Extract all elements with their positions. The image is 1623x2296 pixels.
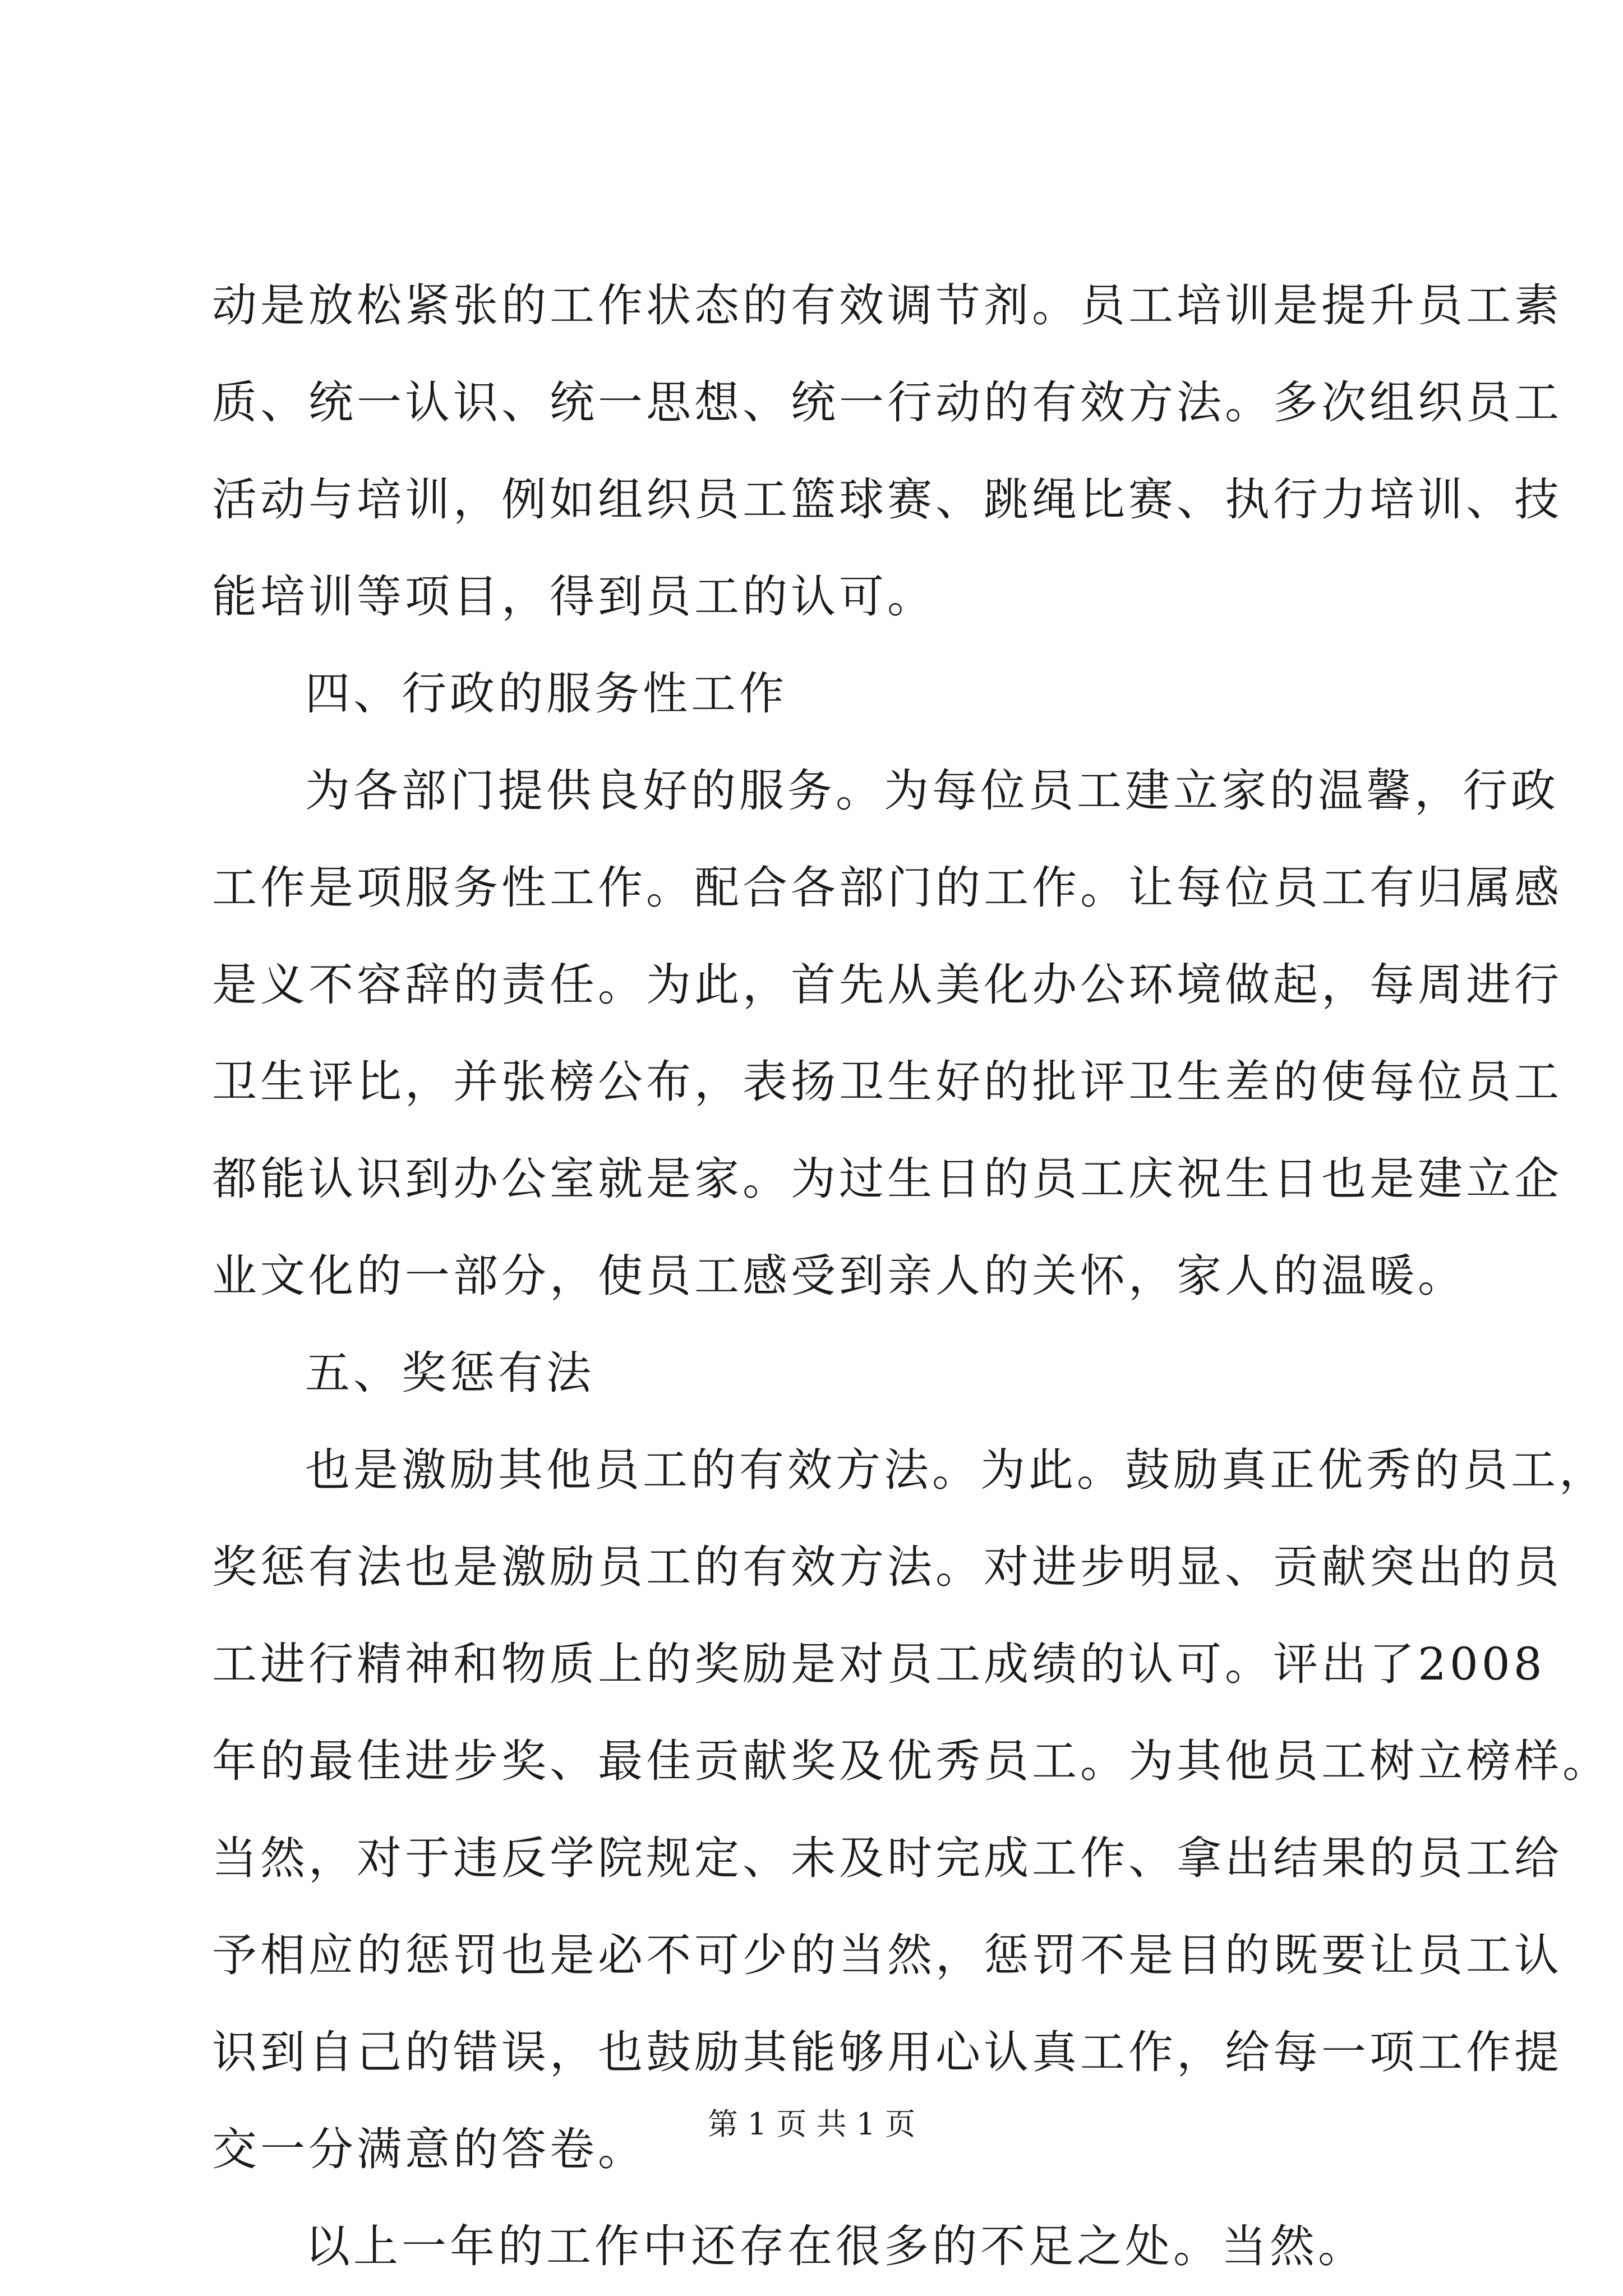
paragraph-line: 予相应的惩罚也是必不可少的当然，惩罚不是目的既要让员工认 [212, 1929, 1562, 1981]
paragraph-line: 动是放松紧张的工作状态的有效调节剂。员工培训是提升员工素 [212, 279, 1562, 332]
paragraph-line: 工作是项服务性工作。配合各部门的工作。让每位员工有归属感 [212, 862, 1562, 914]
page-footer [0, 2105, 1623, 2144]
paragraph-line: 识到自己的错误，也鼓励其能够用心认真工作，给每一项工作提 [212, 2026, 1562, 2078]
paragraph-line: 也是激励其他员工的有效方法。为此。鼓励真正优秀的员工， [305, 1444, 1607, 1496]
paragraph-line: 是义不容辞的责任。为此，首先从美化办公环境做起，每周进行 [212, 959, 1562, 1011]
paragraph-line: 质、统一认识、统一思想、统一行动的有效方法。多次组织员工 [212, 376, 1562, 429]
paragraph-line: 卫生评比，并张榜公布，表扬卫生好的批评卫生差的使每位员工 [212, 1056, 1562, 1108]
section-heading: 四、行政的服务性工作 [305, 668, 787, 720]
paragraph-line: 年的最佳进步奖、最佳贡献奖及优秀员工。为其他员工树立榜样。 [212, 1735, 1611, 1787]
paragraph-line: 奖惩有法也是激励员工的有效方法。对进步明显、贡献突出的员 [212, 1541, 1562, 1593]
paragraph-line: 业文化的一部分，使员工感受到亲人的关怀，家人的温暖。 [212, 1250, 1466, 1302]
paragraph-line: 交一分满意的答卷。 [212, 2123, 646, 2175]
paragraph-line: 活动与培训，例如组织员工篮球赛、跳绳比赛、执行力培训、技 [212, 473, 1562, 526]
page-number-label: 第 1 页 共 1 页 [707, 2106, 916, 2142]
paragraph-line: 工进行精神和物质上的奖励是对员工成绩的认可。评出了2008 [212, 1638, 1546, 1690]
paragraph-line: 以上一年的工作中还存在很多的不足之处。当然。 [305, 2220, 1366, 2272]
paragraph-line: 当然，对于违反学院规定、未及时完成工作、拿出结果的员工给 [212, 1832, 1562, 1884]
section-heading: 五、奖惩有法 [305, 1347, 594, 1399]
paragraph-line: 都能认识到办公室就是家。为过生日的员工庆祝生日也是建立企 [212, 1153, 1562, 1205]
paragraph-line: 为各部门提供良好的服务。为每位员工建立家的温馨，行政 [305, 765, 1559, 817]
document-body [212, 257, 1611, 2295]
paragraph-line: 能培训等项目，得到员工的认可。 [212, 570, 935, 623]
